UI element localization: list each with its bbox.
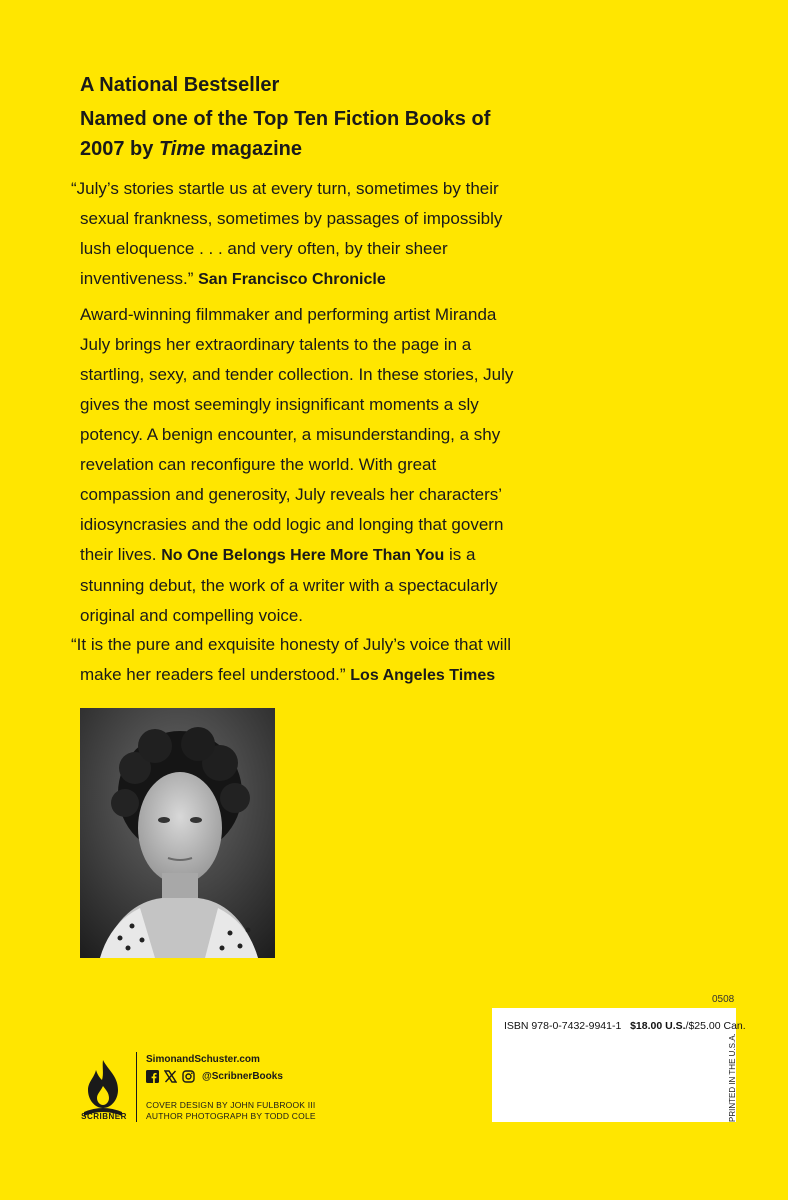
isbn-number: ISBN 978-0-7432-9941-1 [504, 1020, 622, 1032]
quote-sf-chronicle [71, 174, 520, 295]
publisher-divider [136, 1052, 137, 1122]
credit-cover-design: COVER DESIGN BY JOHN FULBROOK III [146, 1100, 316, 1110]
publisher-website[interactable]: SimonandSchuster.com [146, 1054, 260, 1065]
quote-source: Los Angeles Times [350, 667, 496, 684]
price-us: $18.00 U.S. [630, 1020, 686, 1032]
named-prefix: Named one of the Top Ten Fiction Books of 2007 by [80, 108, 491, 160]
social-handle[interactable]: @ScribnerBooks [202, 1071, 283, 1082]
barcode-box [492, 1008, 746, 1122]
isbn-line [504, 1020, 746, 1032]
description-after: is a stunning debut, the work of a writer with a spectacularly original and compelling voice. [80, 545, 498, 625]
social-row [146, 1070, 283, 1083]
book-title: No One Belongs Here More Than You [161, 547, 445, 564]
bestseller-heading: A National Bestseller [80, 74, 280, 96]
price-can: /$25.00 Can. [685, 1020, 746, 1032]
time-magazine-italic: Time [158, 138, 206, 160]
author-portrait-image [80, 708, 275, 958]
description-before: Award-winning filmmaker and performing artist Miranda July brings her extraordinary talents to the page in a startling, sexy, and tender collection. In these stories, July gives the most seemingly insignificant moments a sly potency. A benign encounter, a misunderstanding, a shy revelation can reconfigure the world. With great compassion and generosity, July reveals her characters’ idiosyncrasies and the odd logic and longing that govern their lives. [80, 305, 514, 564]
credits [146, 1100, 316, 1122]
quote-text: “July’s stories startle us at every turn, sometimes by their sexual frankness, sometimes by passages of impossibly lush eloquence . . . and very often, by their sheer inventiveness.” [71, 179, 503, 288]
printed-in-usa: PRINTED IN THE U.S.A. [728, 1033, 737, 1122]
quote-source: San Francisco Chronicle [198, 271, 386, 288]
price-code: 0508 [712, 994, 735, 1005]
instagram-icon[interactable] [182, 1070, 195, 1083]
credit-author-photo: AUTHOR PHOTOGRAPH BY TODD COLE [146, 1111, 316, 1121]
quote-text: “It is the pure and exquisite honesty of July’s voice that will make her readers feel understood.” [71, 635, 512, 684]
top-ten-heading [80, 104, 520, 164]
book-description [80, 300, 520, 631]
named-suffix: magazine [205, 138, 302, 160]
quote-la-times [71, 630, 520, 691]
scribner-wordmark: SCRIBNER [81, 1112, 127, 1121]
author-photo [80, 708, 275, 958]
facebook-icon[interactable] [146, 1070, 159, 1083]
x-icon[interactable] [164, 1070, 177, 1083]
